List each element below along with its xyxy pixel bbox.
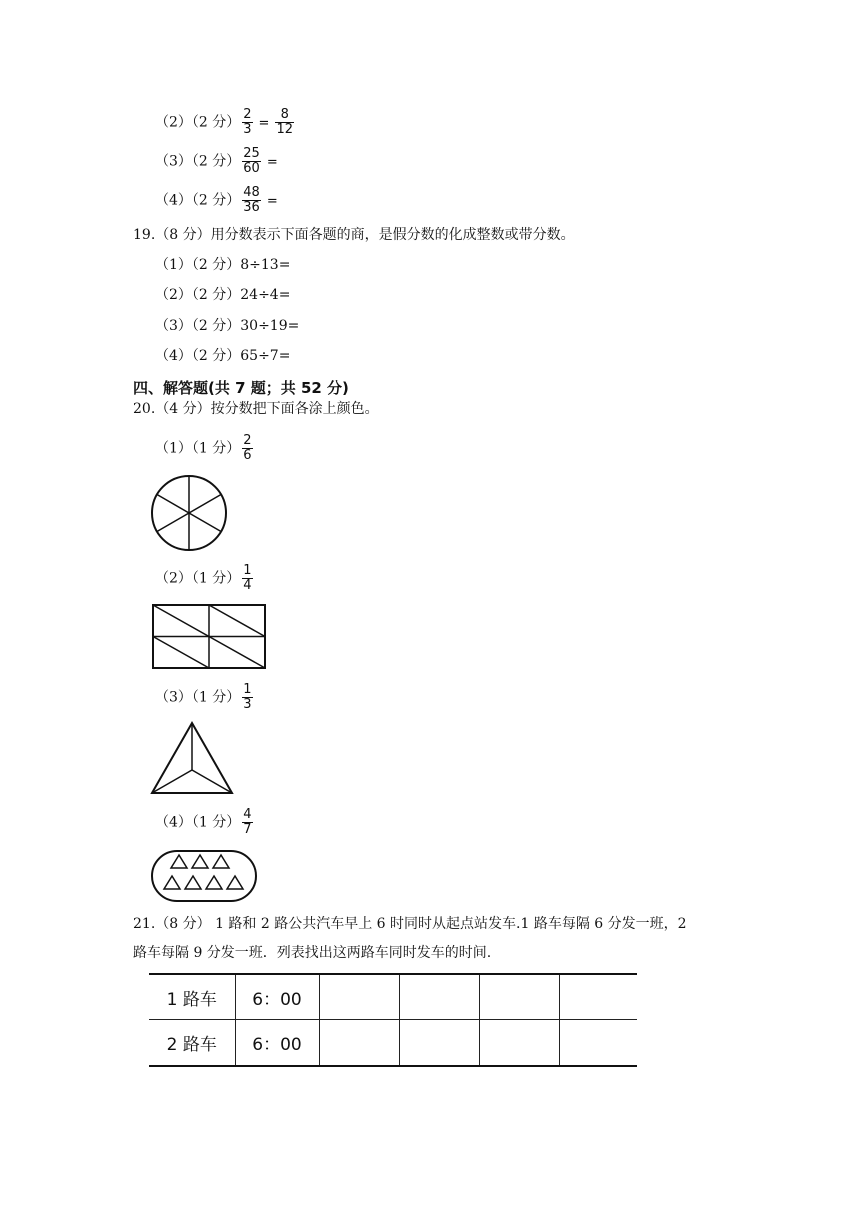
answer-cell[interactable] [479, 1020, 559, 1067]
equals-sign: = [258, 115, 270, 131]
answer-cell[interactable] [319, 1020, 399, 1067]
fraction: $\frac{2}{6}$ [243, 433, 252, 463]
q19-item-1: （1）（2 分）8÷13= [155, 257, 291, 273]
fraction: $\frac{1}{3}$ [243, 682, 252, 712]
q19-item-4: （4）（2 分）65÷7= [155, 348, 291, 364]
equals-sign: = [266, 154, 278, 170]
q20-item-4-label: （4）（1 分） [155, 814, 241, 831]
q19-item-2: （2）（2 分）24÷4= [155, 287, 291, 303]
section-heading: 四、解答题(共 7 题；共 52 分) [133, 379, 349, 397]
q18-item-4-label: （4）（2 分） [155, 192, 241, 209]
q20-item-3 [155, 683, 255, 712]
route-cell: 2 路车 [149, 1020, 235, 1067]
seven-triangles-figure [150, 849, 258, 903]
rectangle-triangles-figure [152, 604, 267, 670]
time-cell: 6：00 [235, 1020, 319, 1067]
answer-cell[interactable] [559, 1020, 637, 1067]
q18-item-2-label: （2）（2 分） [155, 114, 241, 131]
fraction: $\frac{4}{7}$ [243, 807, 252, 837]
table-row [149, 1020, 637, 1067]
q20-item-2 [155, 564, 255, 593]
time-cell: 6：00 [235, 974, 319, 1020]
triangle-three-parts-figure [150, 721, 234, 795]
q21-text-line-1: 21.（8 分） 1 路和 2 路公共汽车早上 6 时同时从起点站发车.1 路车每隔 6 分发一班，2 [133, 916, 687, 932]
answer-cell[interactable] [399, 1020, 479, 1067]
q20-item-1 [155, 434, 255, 463]
answer-cell[interactable] [479, 974, 559, 1020]
table-row [149, 974, 637, 1020]
q20-item-3-label: （3）（1 分） [155, 689, 241, 706]
q20-item-1-label: （1）（1 分） [155, 440, 241, 457]
result-fraction: $\frac{8}{12}$ [276, 107, 293, 137]
fraction: $\frac{25}{60}$ [243, 146, 260, 176]
q18-item-3 [155, 147, 282, 176]
q18-item-2 [155, 108, 296, 137]
q18-item-3-label: （3）（2 分） [155, 153, 241, 170]
fraction: $\frac{1}{4}$ [243, 563, 252, 593]
equals-sign: = [266, 193, 278, 209]
fraction: $\frac{2}{3}$ [243, 107, 252, 137]
circle-six-parts-figure [150, 474, 230, 552]
fraction: $\frac{48}{36}$ [243, 185, 260, 215]
q21-text-line-2: 路车每隔 9 分发一班．列表找出这两路车同时发车的时间. [133, 945, 492, 961]
q19-title: 19.（8 分）用分数表示下面各题的商，是假分数的化成整数或带分数。 [133, 227, 575, 243]
answer-cell[interactable] [559, 974, 637, 1020]
route-cell: 1 路车 [149, 974, 235, 1020]
q20-title: 20.（4 分）按分数把下面各涂上颜色。 [133, 401, 379, 417]
bus-schedule-table [149, 973, 637, 1067]
answer-cell[interactable] [399, 974, 479, 1020]
answer-cell[interactable] [319, 974, 399, 1020]
q20-item-4 [155, 808, 255, 837]
q20-item-2-label: （2）（1 分） [155, 570, 241, 587]
q18-item-4 [155, 186, 282, 215]
q19-item-3: （3）（2 分）30÷19= [155, 318, 300, 334]
